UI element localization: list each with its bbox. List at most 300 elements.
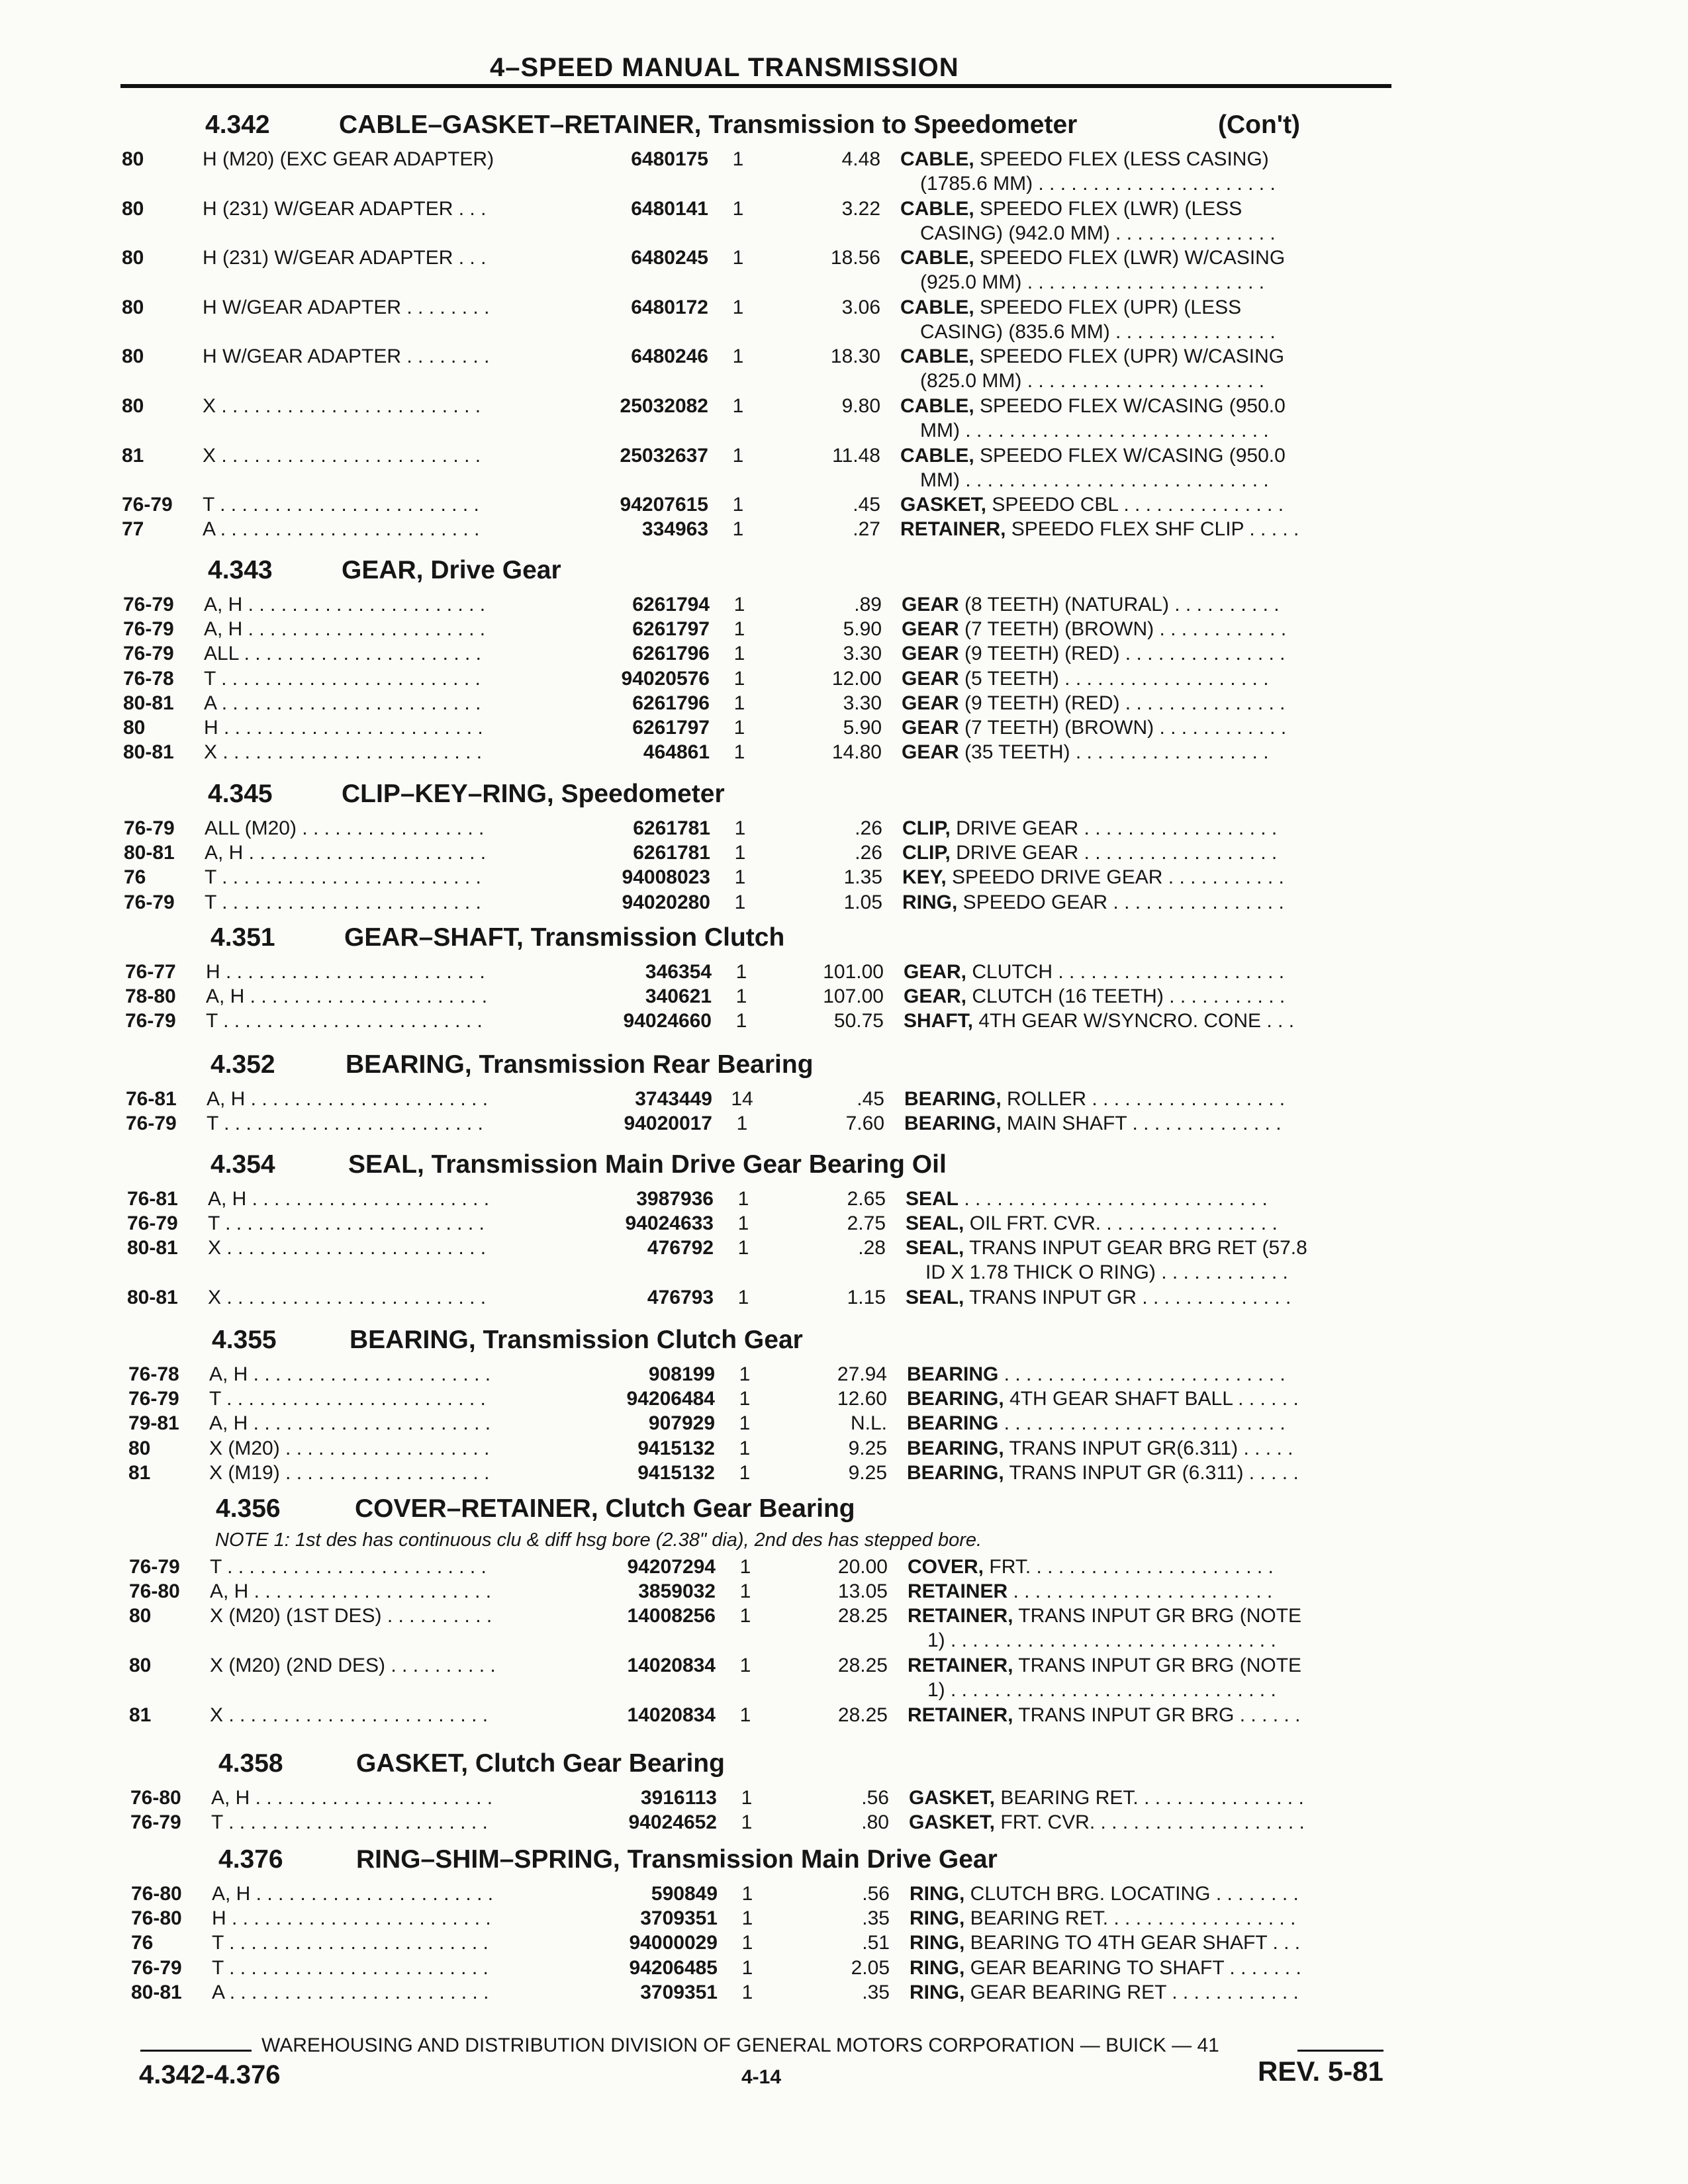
part-description [902,594,1391,616]
footer-rule-left [140,2050,252,2052]
part-description-detail: MAIN SHAFT . . . . . . . . . . . . . . [1001,1113,1282,1135]
part-number: 3743449 [635,1088,712,1110]
part-description-detail: SPEEDO FLEX (UPR) (LESS [974,296,1242,318]
application: H (231) W/GEAR ADAPTER . . . [203,247,487,269]
part-description-continuation: ID X 1.78 THICK O RING) . . . . . . . . . . . . [925,1261,1288,1284]
part-number: 590849 [651,1883,718,1905]
model-year: 76-79 [124,891,175,913]
part-number: 6261796 [632,643,710,665]
price: .27 [853,518,880,541]
quantity: 1 [734,891,746,913]
model-year: 76-79 [130,1811,181,1834]
part-number: 94000029 [629,1932,718,1954]
application: T . . . . . . . . . . . . . . . . . . . . . . . . [206,1010,483,1032]
application: A, H . . . . . . . . . . . . . . . . . . . . . . [209,1412,491,1435]
part-number: 6261797 [632,618,710,641]
part-number: 94024660 [623,1010,712,1032]
quantity: 1 [737,1188,749,1210]
part-number: 94008023 [622,866,710,889]
part-description-continuation: MM) . . . . . . . . . . . . . . . . . . . . . . . . . . . . [920,420,1269,441]
application: A, H . . . . . . . . . . . . . . . . . . . . . . [208,1188,490,1210]
section-number: 4.356 [216,1494,281,1523]
part-description-name: GASKET, [909,1811,996,1834]
application: ALL . . . . . . . . . . . . . . . . . . . . . . [204,643,482,665]
quantity: 1 [732,395,744,417]
footer-revision: REV. 5-81 [1258,2056,1383,2087]
part-description-name: RETAINER, [900,518,1006,541]
part-description-continuation: (825.0 MM) . . . . . . . . . . . . . . . . . . . . . . [920,370,1265,392]
quantity: 1 [737,1287,749,1308]
application: T . . . . . . . . . . . . . . . . . . . . . . . . [212,1956,489,1979]
model-year: 80 [129,1605,152,1627]
price: .35 [862,1907,890,1930]
part-description-detail: . . . . . . . . . . . . . . . . . . . . . . . . . . [998,1363,1286,1385]
part-number: 94020280 [622,891,710,913]
model-year: 76-80 [130,1787,181,1809]
application: T . . . . . . . . . . . . . . . . . . . . . . . . [210,1556,487,1578]
model-year: 78-80 [125,985,176,1008]
model-year: 76-79 [131,1956,182,1979]
part-description-name: GEAR [902,717,959,739]
quantity: 1 [732,518,744,541]
part-description-detail: (9 TEETH) (RED) . . . . . . . . . . . . . . . [959,692,1286,714]
application: A, H . . . . . . . . . . . . . . . . . . . . . . [206,985,488,1008]
part-description-name: BEARING [907,1363,999,1385]
part-description [908,1580,1397,1603]
part-description-name: KEY, [902,866,947,889]
quantity: 1 [734,866,746,889]
quantity: 1 [733,618,745,641]
model-year: 76-80 [129,1580,180,1603]
model-year: 80 [122,296,144,318]
part-description-name: RING, [902,891,958,913]
model-year: 76-78 [128,1363,179,1385]
part-description [910,1907,1399,1930]
part-description-name: RING, [910,1956,965,1979]
part-description-detail: CLUTCH . . . . . . . . . . . . . . . . . . . . . [966,961,1285,983]
section-heading [0,1749,1523,1782]
part-description [909,1787,1399,1809]
part-number: 908199 [648,1363,715,1385]
part-description-name: GEAR, [904,985,967,1008]
part-description-name: RING, [910,1907,965,1930]
section-title: BEARING, Transmission Clutch Gear [350,1326,803,1354]
part-description-detail: BEARING RET. . . . . . . . . . . . . . . . [995,1787,1304,1809]
part-description-detail: FRT. . . . . . . . . . . . . . . . . . . . . . . [984,1556,1274,1578]
quantity: 1 [733,667,745,690]
title-rule [120,84,1391,88]
section-title: RING–SHIM–SPRING, Transmission Main Drive Gear [356,1845,998,1874]
quantity: 1 [732,444,744,467]
quantity: 1 [741,1932,753,1954]
footer-page-number: 4-14 [741,2066,782,2088]
part-description-detail: BEARING RET. . . . . . . . . . . . . . . . . . [964,1907,1296,1930]
section-number: 4.354 [211,1150,275,1179]
price: .35 [862,1981,890,2003]
section-heading [0,1845,1523,1878]
application: H (M20) (EXC GEAR ADAPTER) [203,148,494,170]
model-year: 81 [128,1461,151,1484]
part-description-name: GASKET, [909,1787,996,1809]
part-description-detail: DRIVE GEAR . . . . . . . . . . . . . . . . . . [950,817,1278,839]
part-number: 3859032 [638,1580,716,1603]
footer-rule-right [1297,2050,1383,2052]
part-description-name: GEAR [902,643,959,665]
application: T . . . . . . . . . . . . . . . . . . . . . . . . [211,1811,488,1834]
part-description-name: GEAR [902,692,959,714]
part-number: 14020834 [627,1704,716,1726]
price: 1.35 [843,866,882,889]
part-number: 9415132 [637,1437,715,1459]
part-description [900,345,1390,368]
part-description-continuation: MM) . . . . . . . . . . . . . . . . . . . . . . . . . . . . [920,469,1269,491]
part-description [908,1556,1397,1578]
part-number: 6261797 [632,717,710,739]
model-year: 76-79 [128,1388,179,1410]
price: 12.00 [831,667,882,690]
part-description-continuation: (925.0 MM) . . . . . . . . . . . . . . . . . . . . . . [920,271,1265,294]
model-year: 76-79 [127,1212,178,1235]
part-description [902,891,1392,914]
part-description-detail: SPEEDO FLEX W/CASING (950.0 [974,395,1286,417]
part-description-detail: SPEEDO FLEX (LESS CASING) [974,148,1269,170]
model-year: 80 [122,247,144,269]
section-number: 4.345 [208,780,273,808]
application: H W/GEAR ADAPTER . . . . . . . . [203,345,490,368]
section-title: SEAL, Transmission Main Drive Gear Bearing Oil [348,1150,947,1179]
part-description-detail: CLUTCH BRG. LOCATING . . . . . . . . [964,1883,1299,1905]
section-heading [0,1050,1523,1083]
part-description-detail: (7 TEETH) (BROWN) . . . . . . . . . . . . [959,618,1287,641]
part-number: 3987936 [636,1188,714,1210]
part-description [902,618,1391,641]
model-year: 80-81 [123,692,174,714]
part-description [906,1212,1395,1235]
application: X . . . . . . . . . . . . . . . . . . . . . . . . [203,444,481,467]
model-year: 76-79 [129,1556,180,1578]
section-heading [0,556,1523,589]
price: 28.25 [837,1655,888,1676]
part-number: 6261796 [632,692,710,714]
price: 13.05 [837,1580,888,1603]
model-year: 76-81 [126,1088,177,1110]
part-description-name: GEAR [902,667,959,690]
model-year: 76-79 [126,1113,177,1135]
part-description-detail: SPEEDO FLEX SHF CLIP . . . . . [1006,518,1299,541]
model-year: 80 [122,395,144,417]
section-continued-label: (Con't) [1218,111,1301,139]
part-description-detail: TRANS INPUT GR . . . . . . . . . . . . . . [964,1287,1291,1308]
part-description-name: BEARING, [907,1437,1004,1459]
price: .89 [854,594,882,615]
section-title: GEAR–SHAFT, Transmission Clutch [344,923,785,952]
part-description-name: GASKET, [900,494,987,516]
part-description [906,1287,1395,1309]
part-description-detail: GEAR BEARING RET . . . . . . . . . . . . [964,1981,1299,2003]
part-description-continuation: (1785.6 MM) . . . . . . . . . . . . . . . . . . . . . . [920,173,1276,195]
section-title: CABLE–GASKET–RETAINER, Transmission to Speedometer [339,111,1078,139]
price: .45 [857,1088,884,1110]
price: 4.48 [841,148,880,170]
part-description-name: CABLE, [900,148,974,170]
part-description-name: RETAINER, [908,1704,1013,1726]
part-number: 94206485 [629,1956,718,1979]
part-number: 6261781 [633,842,710,864]
application: X (M20) (1ST DES) . . . . . . . . . . [210,1605,492,1627]
part-description-detail: TRANS INPUT GR BRG (NOTE [1013,1655,1302,1676]
quantity: 1 [737,1237,749,1259]
model-year: 80 [128,1437,151,1459]
quantity: 1 [733,717,745,739]
application: X . . . . . . . . . . . . . . . . . . . . . . . . [208,1287,487,1308]
model-year: 76-79 [123,643,174,665]
part-description [910,1883,1399,1905]
part-number: 94020576 [621,667,710,690]
application: A, H . . . . . . . . . . . . . . . . . . . . . . [212,1883,494,1905]
application: A, H . . . . . . . . . . . . . . . . . . . . . . [211,1787,493,1809]
quantity: 1 [741,1811,753,1834]
model-year: 76-77 [125,961,176,983]
part-description-detail: TRANS INPUT GEAR BRG RET (57.8 [964,1237,1307,1259]
price: 50.75 [833,1010,884,1032]
quantity: 1 [737,1212,749,1235]
part-description-name: RETAINER [908,1580,1008,1603]
part-description-detail: . . . . . . . . . . . . . . . . . . . . . . . . . . [998,1412,1286,1435]
part-number: 476793 [647,1287,714,1308]
part-number: 6480246 [631,345,708,368]
model-year: 76-80 [131,1907,182,1930]
application: T . . . . . . . . . . . . . . . . . . . . . . . . [203,494,479,516]
price: 3.06 [841,296,880,318]
model-year: 80 [122,197,144,220]
price: .56 [862,1883,890,1905]
price: 3.30 [843,692,882,714]
price: .26 [855,842,882,864]
part-description [907,1462,1397,1484]
part-description-name: SEAL, [906,1237,964,1259]
part-description [907,1388,1397,1410]
section-number: 4.351 [211,923,275,952]
application: A, H . . . . . . . . . . . . . . . . . . . . . . [204,594,486,615]
section-number: 4.358 [218,1749,283,1778]
price: 12.60 [837,1388,887,1410]
quantity: 1 [741,1956,753,1979]
section-title: GASKET, Clutch Gear Bearing [356,1749,725,1778]
quantity: 1 [732,296,744,318]
part-description-name: CLIP, [902,817,951,839]
quantity: 1 [732,345,744,368]
part-description-detail: . . . . . . . . . . . . . . . . . . . . . . . . . . . . [959,1188,1268,1210]
part-description [908,1605,1397,1627]
part-description-detail: ROLLER . . . . . . . . . . . . . . . . . . [1001,1088,1286,1110]
application: T . . . . . . . . . . . . . . . . . . . . . . . . [205,891,481,913]
model-year: 81 [122,444,144,467]
quantity: 1 [741,1907,753,1930]
price: .51 [862,1932,890,1954]
model-year: 76-78 [123,667,174,690]
part-description-name: CABLE, [900,395,974,417]
part-description-name: SEAL, [906,1287,964,1308]
part-description-detail: 4TH GEAR W/SYNCRO. CONE . . . [973,1010,1295,1032]
application: A . . . . . . . . . . . . . . . . . . . . . . . . [204,692,481,714]
footer-publisher: WAREHOUSING AND DISTRIBUTION DIVISION OF GENERAL MOTORS CORPORATION — BUICK — 41 [261,2034,1219,2056]
price: 2.65 [847,1188,886,1210]
part-description-name: GEAR, [904,961,967,983]
part-description [902,741,1391,764]
model-year: 79-81 [128,1412,179,1435]
application: X (M19) . . . . . . . . . . . . . . . . . . . [209,1461,490,1484]
model-year: 80 [129,1655,152,1676]
part-number: 25032637 [620,444,708,467]
application: X (M20) . . . . . . . . . . . . . . . . . . . [209,1437,490,1459]
quantity: 1 [735,1010,747,1032]
price: .80 [861,1811,889,1834]
part-description [907,1412,1397,1435]
section-title: GEAR, Drive Gear [342,556,561,584]
part-description-detail: (5 TEETH) . . . . . . . . . . . . . . . . . . . [959,667,1269,690]
part-number: 476792 [647,1237,714,1259]
part-description [902,866,1392,889]
part-number: 6261781 [633,817,710,839]
part-description [902,817,1392,840]
quantity: 1 [732,494,744,516]
price: 20.00 [837,1556,888,1578]
part-description [910,1932,1399,1954]
model-year: 76-80 [131,1883,182,1905]
application: A, H . . . . . . . . . . . . . . . . . . . . . . [205,842,487,864]
part-description-name: SEAL [906,1188,959,1210]
quantity: 1 [732,247,744,269]
part-number: 346354 [645,961,712,983]
price: .56 [861,1787,889,1809]
application: X . . . . . . . . . . . . . . . . . . . . . . . . [203,395,481,417]
model-year: 80-81 [123,741,174,764]
application: A . . . . . . . . . . . . . . . . . . . . . . . . [203,518,480,541]
part-description [904,1010,1393,1032]
part-description [908,1704,1397,1727]
part-description [907,1437,1397,1460]
price: 27.94 [837,1363,887,1385]
part-description-detail: (9 TEETH) (RED) . . . . . . . . . . . . . . . [959,643,1286,665]
application: X . . . . . . . . . . . . . . . . . . . . . . . . [204,741,483,764]
part-description [900,198,1390,220]
quantity: 1 [739,1388,751,1410]
part-description-detail: . . . . . . . . . . . . . . . . . . . . . . . . [1008,1580,1273,1603]
application: H W/GEAR ADAPTER . . . . . . . . [203,296,490,318]
part-description [900,445,1390,467]
part-description-name: RING, [910,1883,965,1905]
part-description-name: GEAR [902,618,959,641]
price: 28.25 [837,1704,888,1726]
section-title: COVER–RETAINER, Clutch Gear Bearing [355,1494,855,1523]
part-number: 464861 [643,741,710,764]
part-description-detail: OIL FRT. CVR. . . . . . . . . . . . . . . . . [964,1212,1278,1235]
part-description [907,1363,1397,1386]
model-year: 80 [122,345,144,368]
part-description [902,692,1391,715]
footer-section-range: 4.342-4.376 [139,2060,281,2089]
price: 2.75 [847,1212,886,1235]
part-description-name: COVER, [908,1556,984,1578]
part-description-detail: SPEEDO FLEX (LWR) (LESS [974,197,1243,220]
part-description-name: RING, [910,1981,965,2003]
part-description-detail: CLUTCH (16 TEETH) . . . . . . . . . . . [966,985,1286,1008]
price: 1.15 [847,1287,886,1308]
quantity: 1 [735,985,747,1008]
part-number: 25032082 [620,395,708,417]
part-number: 94206484 [626,1388,715,1410]
price: .45 [853,494,880,516]
part-description-detail: (35 TEETH) . . . . . . . . . . . . . . . . . . [959,741,1269,764]
part-description [908,1655,1397,1677]
part-description [902,842,1392,864]
part-description-name: CABLE, [900,296,974,318]
price: 9.80 [841,395,880,417]
part-description-detail: SPEEDO GEAR . . . . . . . . . . . . . . . . [957,891,1284,913]
application: X (M20) (2ND DES) . . . . . . . . . . [210,1655,496,1676]
part-description [900,247,1390,269]
part-description-name: GEAR [902,741,959,764]
part-number: 3916113 [640,1787,717,1809]
price: 107.00 [823,985,884,1008]
quantity: 1 [733,594,745,615]
part-number: 3709351 [640,1981,718,2003]
part-description-name: BEARING, [904,1088,1002,1110]
part-description-name: RING, [910,1932,965,1954]
part-description-detail: FRT. CVR. . . . . . . . . . . . . . . . . . . . [995,1811,1305,1834]
quantity: 1 [739,1437,751,1459]
model-year: 80 [123,717,146,739]
price: .26 [855,817,882,839]
part-description-continuation: 1) . . . . . . . . . . . . . . . . . . . . . . . . . . . . . . [927,1629,1276,1652]
part-number: 94024633 [625,1212,714,1235]
part-description-detail: SPEEDO FLEX W/CASING (950.0 [974,444,1286,467]
section-number: 4.343 [208,556,273,584]
application: A, H . . . . . . . . . . . . . . . . . . . . . . [204,618,486,641]
section-heading [0,780,1523,813]
part-description [906,1188,1395,1210]
price: 14.80 [831,741,882,764]
part-description-name: SEAL, [906,1212,964,1235]
part-number: 6480172 [631,296,708,318]
quantity: 1 [739,1580,751,1603]
part-number: 340621 [645,985,712,1008]
model-year: 76-79 [122,494,173,516]
price: 7.60 [845,1113,884,1135]
model-year: 76 [124,866,146,889]
application: T . . . . . . . . . . . . . . . . . . . . . . . . [208,1212,485,1235]
part-number: 6480141 [631,197,708,220]
application: H . . . . . . . . . . . . . . . . . . . . . . . . [212,1907,491,1930]
part-description [902,717,1391,739]
part-description-continuation: CASING) (835.6 MM) . . . . . . . . . . . . . . . [920,320,1276,343]
part-description [900,296,1390,319]
price: 28.25 [837,1605,888,1627]
model-year: 80 [122,148,144,170]
application: H . . . . . . . . . . . . . . . . . . . . . . . . [204,717,483,739]
model-year: 76-79 [123,618,174,641]
page-title: 4–SPEED MANUAL TRANSMISSION [490,53,959,82]
section-number: 4.342 [205,111,270,139]
part-description [906,1237,1395,1259]
model-year: 80-81 [131,1981,182,2003]
part-number: 3709351 [640,1907,718,1930]
part-number: 14008256 [627,1605,716,1627]
model-year: 80-81 [127,1287,178,1308]
part-description-name: CABLE, [900,247,974,269]
part-description-name: CLIP, [902,842,951,864]
quantity: 1 [735,961,747,983]
